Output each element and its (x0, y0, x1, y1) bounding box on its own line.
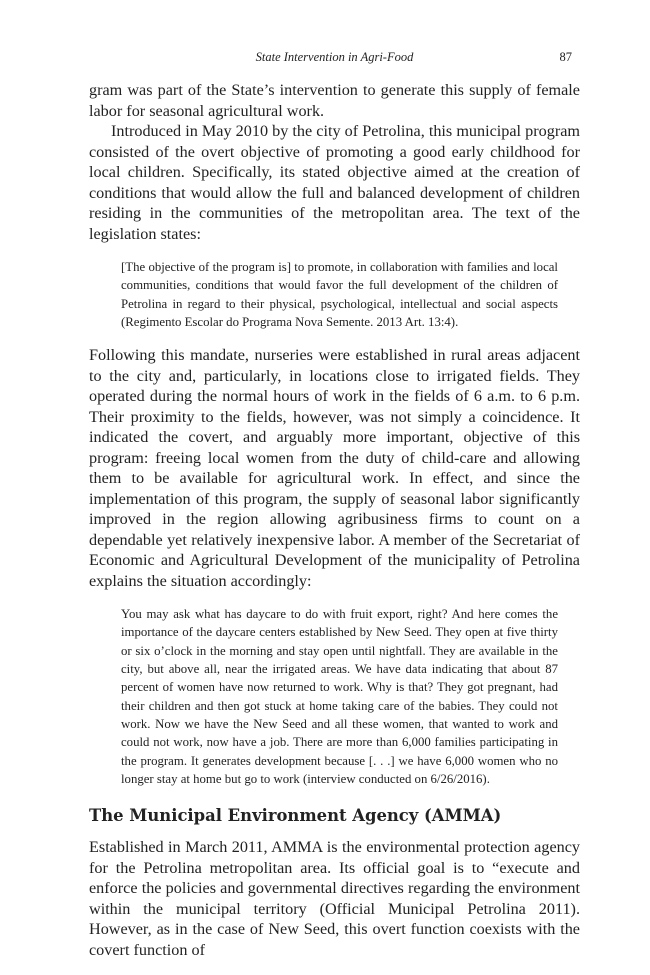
block-quote-legislation: [The objective of the program is] to promote, in collaboration with families and local communities, conditions that would favor the full development of the children of Petrolina in regard to their physical, psychological, intellectual and social aspects (Regimento Escolar do Programa Nova Semente. 2013 Art. 13:4). (121, 260, 558, 329)
running-head (89, 50, 580, 70)
paragraph-new-seed-intro: Introduced in May 2010 by the city of Petrolina, this municipal program consisted of the overt objective of promoting a good early childhood for local children. Specifically, its stated objective aimed at the creation of conditions that would allow the full and balanced development of children residing in the communities of the metropolitan area. The text of the legislation states: (89, 122, 580, 243)
running-title: State Intervention in Agri-Food (255, 50, 414, 64)
block-quote-interview: You may ask what has daycare to do with fruit export, right? And here comes the importance of the daycare centers established by New Seed. They open at five thirty or six o’clock in the morning and stay open until nightfall. They are available in the city, but above all, near the irrigated areas. We have data indicating that about 87 percent of women have now returned to work. Why is that? They got pregnant, had their children and then got stuck at home taking care of the babies. They could not work. Now we have the New Seed and all these women, that wanted to work and could not work, now have a job. There are more than 6,000 families participating in the program. It generates development because [. . .] we have 6,000 women who no longer stay at home but go to work (interview conducted on 6/26/2016). (121, 607, 558, 786)
paragraph-amma: Established in March 2011, AMMA is the environmental protection agency for the Petrolina metropolitan area. Its official goal is to “execute and enforce the policies and governmental directives regarding the environment within the municipal territory (Official Municipal Petrolina 2011). However, as in the case of New Seed, this overt function coexists with the covert function of (89, 838, 580, 959)
book-page (89, 50, 580, 960)
page-number: 87 (559, 50, 572, 64)
paragraph-continuation: gram was part of the State’s intervention to generate this supply of female labor for seasonal agricultural work. (89, 81, 580, 120)
section-heading: The Municipal Environment Agency (AMMA) (89, 806, 502, 826)
paragraph-nurseries: Following this mandate, nurseries were established in rural areas adjacent to the city and, particularly, in locations close to irrigated fields. They operated during the normal hours of work in the fields of 6 a.m. to 6 p.m. Their proximity to the fields, however, was not simply a coincidence. It indicated the covert, and arguably more important, objective of this program: freeing local women from the duty of child-care and allowing them to be available for agricultural work. In effect, and since the implementation of this program, the supply of seasonal labor significantly improved in the region allowing agribusiness firms to count on a dependable yet relatively inexpensive labor. A member of the Secretariat of Economic and Agricultural Development of the municipality of Petrolina explains the situation accordingly: (89, 346, 580, 590)
